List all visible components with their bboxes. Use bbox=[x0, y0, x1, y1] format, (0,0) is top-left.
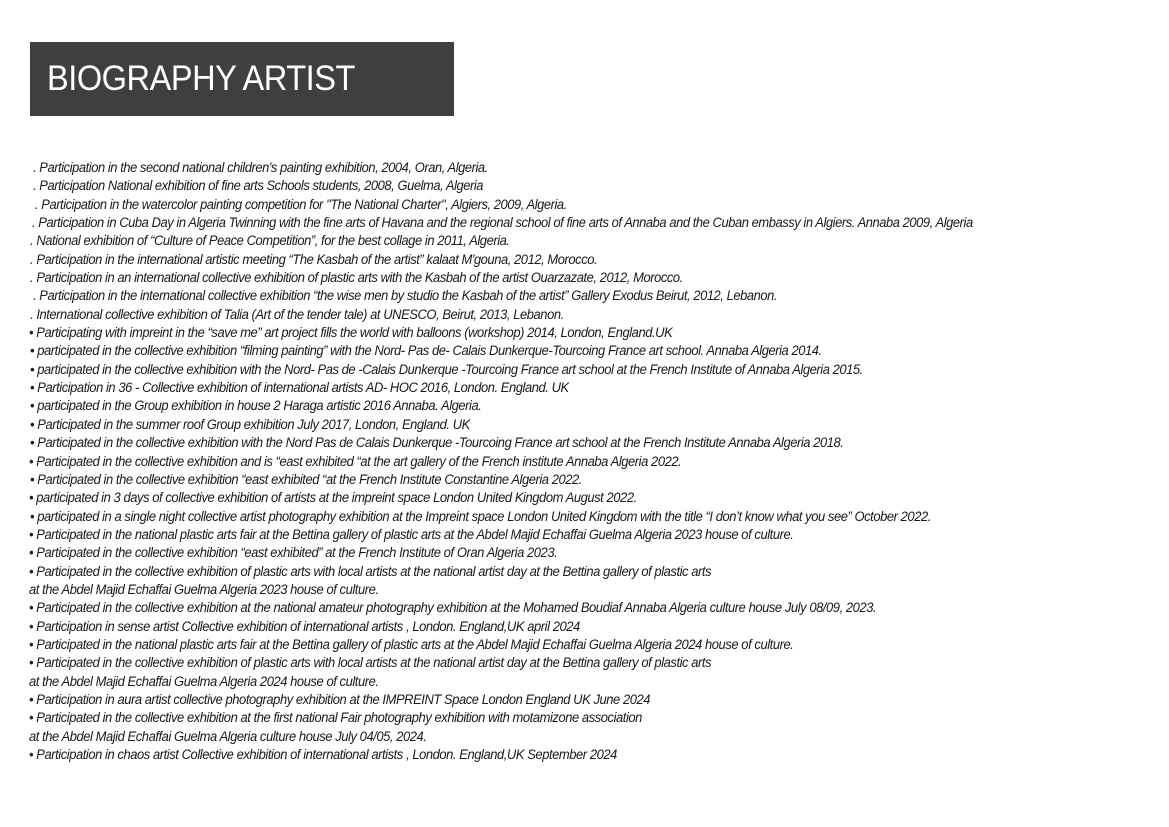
biography-entry: . Participation in an international collective exhibition of plastic arts with the Kasbah of the artist Ouarzazate, 2012, Morocco. bbox=[30, 270, 683, 286]
biography-entry: • Participation in 36 - Collective exhibition of international artists AD- HOC 2016, London. England. UK bbox=[30, 380, 569, 396]
biography-entry: . Participation in the international artistic meeting “The Kasbah of the artist” kalaat M'gouna, 2012, Morocco. bbox=[30, 251, 598, 267]
biography-entry: at the Abdel Majid Echaffai Guelma Algeria culture house July 04/05, 2024. bbox=[29, 728, 427, 744]
biography-entry: . Participation in the watercolor painting competition for "The National Charter", Algiers, 2009, Algeria. bbox=[35, 196, 567, 212]
biography-entry: . Participation in Cuba Day in Algeria Twinning with the fine arts of Havana and the regional school of fine arts of Annaba and the Cuban embassy in Algiers. Annaba 2009, Algeria bbox=[32, 215, 973, 231]
biography-entry: • Participation in chaos artist Collective exhibition of international artists , London. England,UK September 2024 bbox=[29, 747, 617, 762]
biography-entry: • Participated in the collective exhibition at the first national Fair photography exhibition with motamizone association bbox=[29, 710, 642, 726]
biography-entry: • Participated in the national plastic arts fair at the Bettina gallery of plastic arts at the Abdel Majid Echaffai Guelma Algeria 2023 house of culture. bbox=[29, 526, 794, 542]
biography-entry: . Participation in the second national children's painting exhibition, 2004, Oran, Algeria. bbox=[33, 160, 488, 175]
biography-entry: • Participated in the collective exhibition and is “east exhibited “at the art gallery of the French institute Annaba Algeria 2022. bbox=[29, 453, 682, 469]
biography-entry: • participated in the collective exhibition with the Nord- Pas de -Calais Dunkerque -Tourcoing France art school at the French Institute of Annaba Algeria 2015. bbox=[30, 361, 863, 377]
biography-entry: • Participated in the national plastic arts fair at the Bettina gallery of plastic arts at the Abdel Majid Echaffai Guelma Algeria 2024 house of culture. bbox=[29, 636, 794, 652]
biography-entry: • Participating with impreint in the “save me” art project fills the world with balloons (workshop) 2014, London, England.UK bbox=[29, 325, 673, 341]
biography-entry: • Participated in the summer roof Group exhibition July 2017, London, England. UK bbox=[30, 416, 470, 432]
biography-entry: at the Abdel Majid Echaffai Guelma Algeria 2024 house of culture. bbox=[29, 673, 379, 689]
biography-entry: • Participation in sense artist Collective exhibition of international artists , London. England,UK april 2024 bbox=[29, 618, 580, 634]
biography-entry: • Participated in the collective exhibition “east exhibited” at the French Institute of Oran Algeria 2023. bbox=[29, 545, 558, 561]
biography-entry: . National exhibition of “Culture of Peace Competition”, for the best collage in 2011, Algeria. bbox=[30, 233, 510, 249]
biography-entry: • Participated in the collective exhibition of plastic arts with local artists at the national artist day at the Bettina gallery of plastic arts bbox=[29, 563, 712, 579]
title-banner bbox=[30, 42, 454, 116]
biography-entry: • Participated in the collective exhibition of plastic arts with local artists at the national artist day at the Bettina gallery of plastic arts bbox=[29, 655, 712, 671]
biography-entry: at the Abdel Majid Echaffai Guelma Algeria 2023 house of culture. bbox=[29, 581, 379, 597]
biography-list bbox=[0, 159, 1169, 764]
biography-entry: • participated in the collective exhibition “filming painting” with the Nord- Pas de- Calais Dunkerque-Tourcoing France art school. Annaba Algeria 2014. bbox=[30, 343, 822, 359]
biography-entry: . Participation National exhibition of fine arts Schools students, 2008, Guelma, Algeria bbox=[33, 178, 484, 194]
biography-entry: • Participated in the collective exhibition with the Nord Pas de Calais Dunkerque -Tourcoing France art school at the French Institute Annaba Algeria 2018. bbox=[30, 435, 844, 451]
biography-entry: • Participated in the collective exhibition “east exhibited “at the French Institute Constantine Algeria 2022. bbox=[30, 471, 582, 487]
biography-entry: • Participation in aura artist collective photography exhibition at the IMPREINT Space London England UK June 2024 bbox=[29, 691, 651, 707]
biography-entry: • Participated in the collective exhibition at the national amateur photography exhibition at the Mohamed Boudiaf Annaba Algeria culture house July 08/09, 2023. bbox=[29, 600, 877, 616]
biography-entry: . Participation in the international collective exhibition “the wise men by studio the Kasbah of the artist” Gallery Exodus Beirut, 2012, Lebanon. bbox=[33, 288, 777, 304]
page-title: BIOGRAPHY ARTIST bbox=[47, 59, 355, 98]
biography-entry: . International collective exhibition of Talia (Art of the tender tale) at UNESCO, Beirut, 2013, Lebanon. bbox=[30, 306, 564, 322]
biography-entry: • participated in a single night collective artist photography exhibition at the Impreint space London United Kingdom with the title “I don’t know what you see” October 2022. bbox=[30, 508, 931, 524]
biography-entry: • participated in the Group exhibition in house 2 Haraga artistic 2016 Annaba. Algeria. bbox=[30, 398, 482, 414]
biography-entry: • participated in 3 days of collective exhibition of artists at the impreint space London United Kingdom August 2022. bbox=[29, 490, 637, 506]
